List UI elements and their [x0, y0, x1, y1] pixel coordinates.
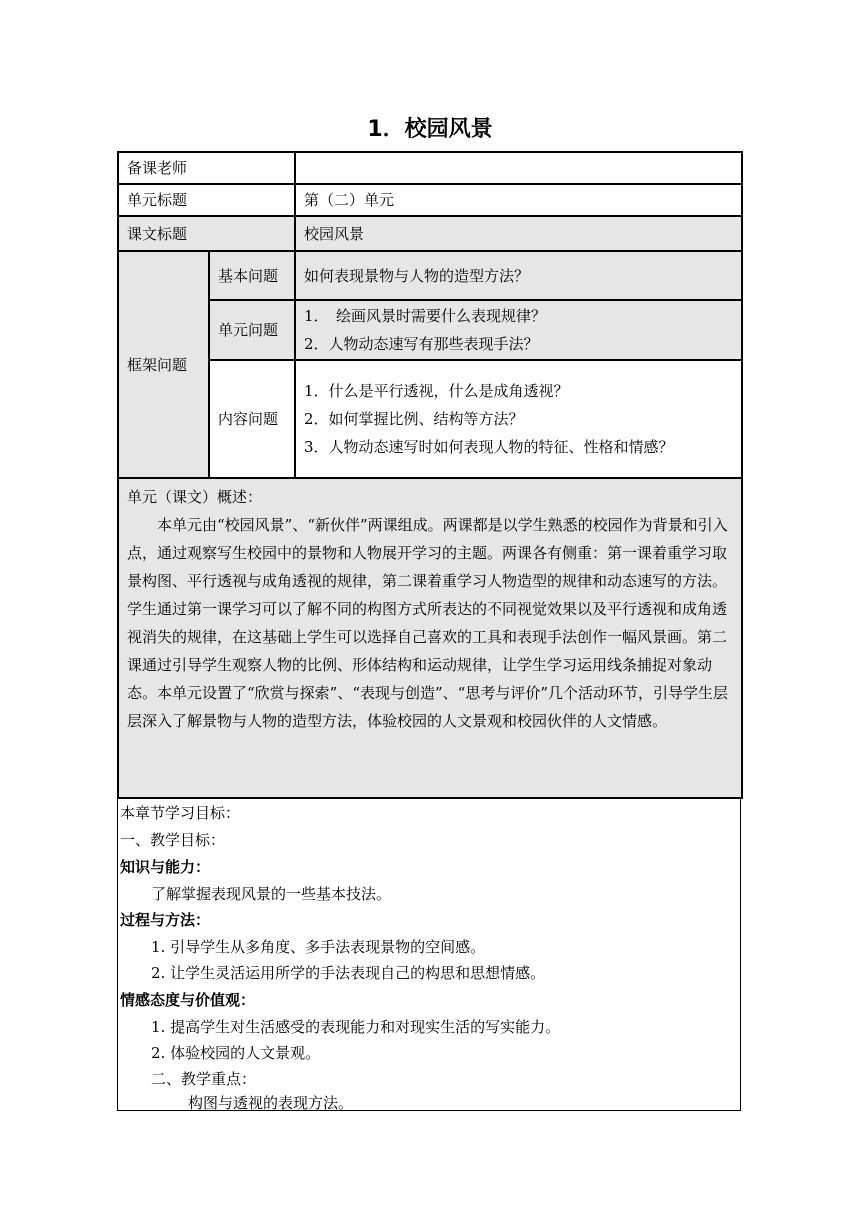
emotion-label: 情感态度与价值观：	[120, 991, 256, 1009]
table-row	[118, 184, 742, 216]
process-item: 1. 引导学生从多角度、多手法表现景物的空间感。	[151, 938, 486, 956]
section-two-heading: 二、教学重点：	[151, 1070, 257, 1088]
teacher-label: 备课老师	[118, 152, 295, 184]
process-label: 过程与方法：	[120, 911, 211, 929]
overview-cell	[118, 478, 742, 798]
table-row	[118, 251, 742, 300]
lesson-plan-table	[117, 151, 743, 799]
knowledge-label: 知识与能力：	[120, 858, 211, 876]
key-point-text: 构图与透视的表现方法。	[188, 1094, 354, 1112]
process-item: 2. 让学生灵活运用所学的手法表现自己的构思和思想情感。	[151, 964, 546, 982]
emotion-item: 2. 体验校园的人文景观。	[151, 1044, 321, 1062]
table-row	[118, 360, 742, 478]
goals-section	[117, 798, 741, 1111]
basic-question-value: 如何表现景物与人物的造型方法？	[295, 251, 742, 300]
knowledge-text: 了解掌握表现风景的一些基本技法。	[151, 885, 392, 903]
overview-body: 本单元由“校园风景”、“新伙伴”两课组成。两课都是以学生熟悉的校园作为背景和引入点，通过观察写生校园中的景物和人物展开学习的主题。两课各有侧重：第一课着重学习取景构图、平行透视与成角透视的规律，第二课着重学习人物造型的规律和动态速写的方法。学生通过第一课学习可以了解不同的构图方式所表达的不同视觉效果以及平行透视和成角透视消失的规律，在这基础上学生可以选择自己喜欢的工具和表现手法创作一幅风景画。第二课通过引导学生观察人物的比例、形体结构和运动规律，让学生学习运用线条捕捉对象动态。本单元设置了“欣赏与探索”、“表现与创造”、“思考与评价”几个活动环节，引导学生层层深入了解景物与人物的造型方法，体验校园的人文景观和校园伙伴的人文情感。	[127, 516, 729, 730]
unit-question-label: 单元问题	[209, 300, 295, 360]
lesson-value: 校园风景	[295, 216, 742, 251]
overview-heading: 单元（课文）概述：	[127, 488, 263, 506]
unit-value: 第（二）单元	[295, 184, 742, 216]
framework-label: 框架问题	[118, 251, 209, 478]
content-question-item: 2．如何掌握比例、结构等方法？	[304, 410, 524, 428]
table-row	[118, 478, 742, 798]
table-row	[118, 300, 742, 360]
section-one-heading: 一、教学目标：	[120, 831, 226, 849]
lesson-label: 课文标题	[118, 216, 295, 251]
goals-heading: 本章节学习目标：	[120, 804, 241, 822]
table-row	[118, 216, 742, 251]
unit-label: 单元标题	[118, 184, 295, 216]
unit-question-item: 2．人物动态速写有那些表现手法？	[304, 335, 539, 353]
unit-question-list	[295, 300, 742, 360]
unit-question-item: 1． 绘画风景时需要什么表现规律？	[304, 307, 547, 325]
content-question-label: 内容问题	[209, 360, 295, 478]
emotion-item: 1. 提高学生对生活感受的表现能力和对现实生活的写实能力。	[151, 1018, 561, 1036]
teacher-value	[295, 152, 742, 184]
content-question-list	[295, 360, 742, 478]
page-title: 1．校园风景	[367, 117, 493, 142]
basic-question-label: 基本问题	[209, 251, 295, 300]
content-question-item: 1．什么是平行透视，什么是成角透视？	[304, 382, 569, 400]
table-row	[118, 152, 742, 184]
content-question-item: 3．人物动态速写时如何表现人物的特征、性格和情感？	[304, 438, 674, 456]
